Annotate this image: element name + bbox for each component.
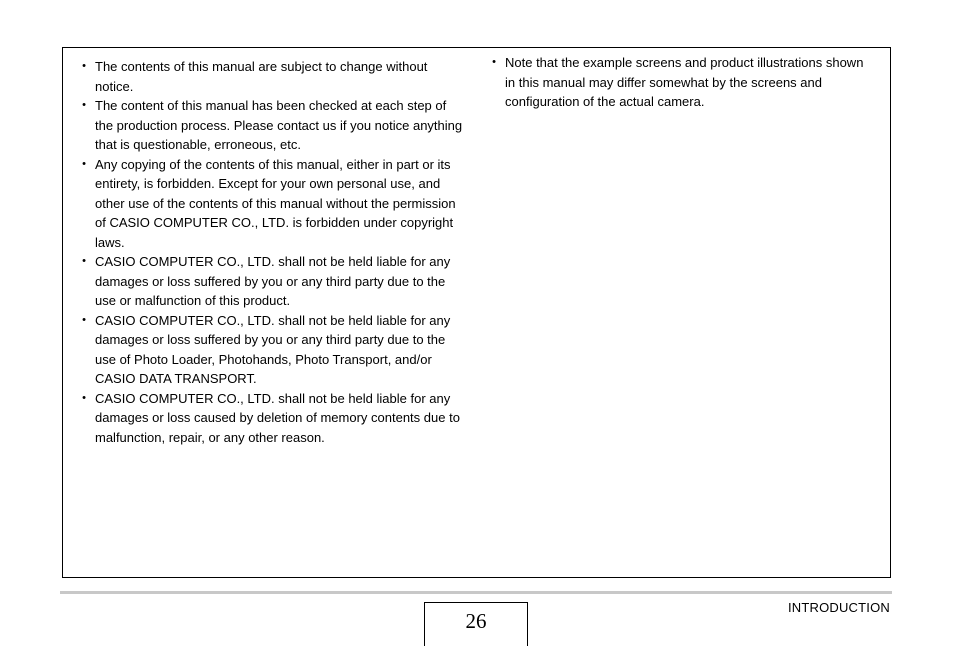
left-column xyxy=(79,57,465,447)
section-label: INTRODUCTION xyxy=(787,600,890,615)
list-item xyxy=(489,53,869,112)
list-item-text: Note that the example screens and product illustrations shown in this manual may differ somewhat by the screens and configuration of the actual camera. xyxy=(505,55,864,109)
list-item-text: CASIO COMPUTER CO., LTD. shall not be held liable for any damages or loss caused by deletion of memory contents due to malfunction, repair, or any other reason. xyxy=(95,390,460,445)
list-item-text: CASIO COMPUTER CO., LTD. shall not be held liable for any damages or loss suffered by you or any third party due to the use or malfunction of this product. xyxy=(95,254,451,308)
right-notes-list xyxy=(489,53,869,112)
page-number: 26 xyxy=(465,609,487,633)
list-item xyxy=(79,252,465,311)
left-notes-list xyxy=(79,57,465,447)
bullet-icon: • xyxy=(492,56,496,68)
bullet-icon: • xyxy=(82,157,86,170)
list-item xyxy=(79,155,465,253)
list-item-text: CASIO COMPUTER CO., LTD. shall not be held liable for any damages or loss suffered by you or any third party due to the use of Photo Loader, Photohands, Photo Transport, and/or CASIO DATA TRANSPORT. xyxy=(95,312,451,386)
footer-divider xyxy=(60,591,892,594)
list-item-text: The content of this manual has been checked at each step of the production process. Please contact us if you notice anything that is questionable, erroneous, etc. xyxy=(95,98,463,152)
right-column xyxy=(489,53,869,112)
list-item xyxy=(79,96,465,155)
list-item-text: Any copying of the contents of this manual, either in part or its entirety, is forbidden. Except for your own personal use, and other use of the contents of this manual without the permission of CASIO COMPUTER CO., LTD. is forbidden under copyright laws. xyxy=(95,156,456,250)
bullet-icon: • xyxy=(82,255,86,267)
list-item xyxy=(79,389,465,448)
bullet-icon: • xyxy=(82,313,86,326)
bullet-icon: • xyxy=(82,60,86,72)
bullet-icon: • xyxy=(82,391,86,404)
list-item xyxy=(79,57,465,96)
list-item xyxy=(79,311,465,389)
content-frame xyxy=(62,47,891,578)
page-number-box xyxy=(424,602,528,646)
list-item-text: The contents of this manual are subject to change without notice. xyxy=(95,59,428,94)
bullet-icon: • xyxy=(82,99,86,111)
